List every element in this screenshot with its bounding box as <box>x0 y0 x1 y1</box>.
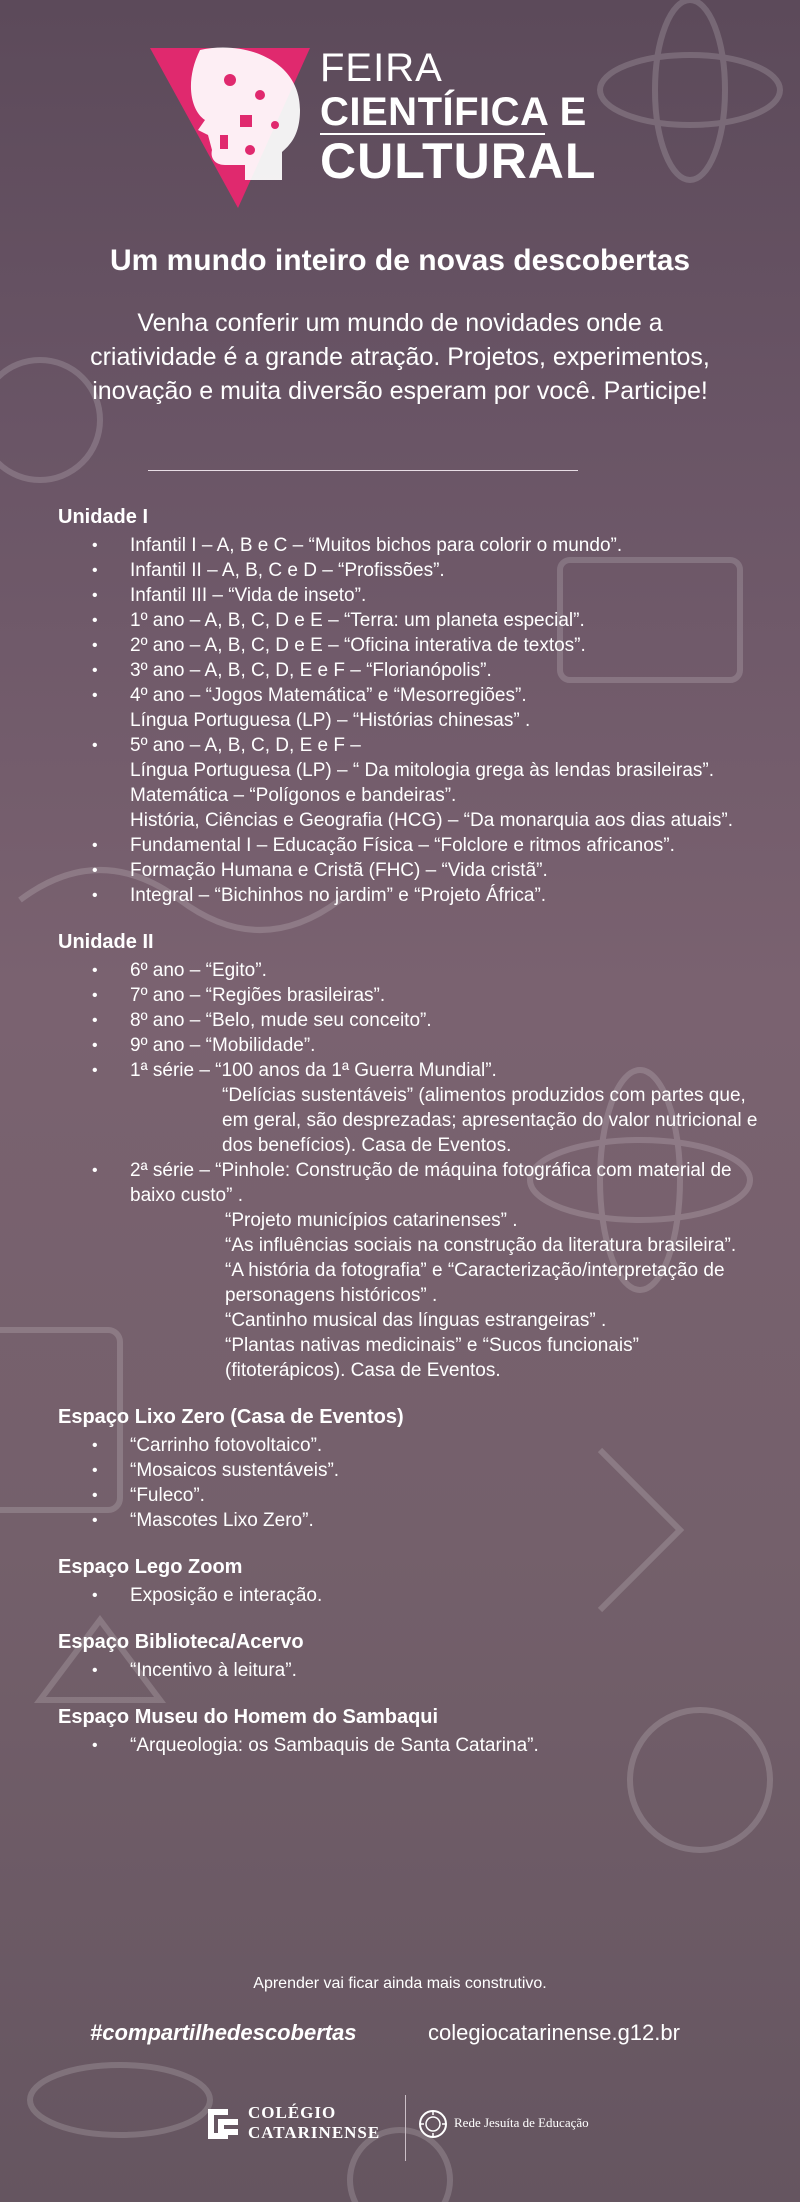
list-item <box>58 1158 758 1383</box>
list-item: • 1º ano – A, B, C, D e E – “Terra: um planeta especial”. <box>58 608 758 633</box>
hashtag: #compartilhedescobertas <box>90 2020 357 2045</box>
section-title: Espaço Museu do Homem do Sambaqui <box>58 1706 439 1728</box>
list-line: Matemática – “Polígonos e bandeiras”. <box>130 785 457 806</box>
section-biblioteca <box>58 1630 758 1683</box>
list-line: “A história da fotografia” e “Caracterização/interpretação de personagens históricos” . <box>225 1260 725 1306</box>
jesuit-seal-icon <box>418 2109 448 2139</box>
logo-word-feira: FEIRA <box>320 46 443 90</box>
list-item: • 8º ano – “Belo, mude seu conceito”. <box>58 1008 758 1033</box>
program-list <box>58 505 758 1780</box>
list-item: • “Mosaicos sustentáveis”. <box>58 1458 758 1483</box>
section-unidade-1 <box>58 505 758 908</box>
list-item: • 9º ano – “Mobilidade”. <box>58 1033 758 1058</box>
list-line: “Plantas nativas medicinais” e “Sucos funcionais” (fitoterápicos). Casa de Eventos. <box>225 1335 639 1381</box>
section-title: Espaço Lego Zoom <box>58 1556 243 1578</box>
colegio-catarinense-logo-icon <box>206 2107 240 2141</box>
page-title: Um mundo inteiro de novas descobertas <box>109 244 691 277</box>
section-museu <box>58 1705 758 1758</box>
list-item: • Formação Humana e Cristã (FHC) – “Vida cristã”. <box>58 858 758 883</box>
section-title: Unidade I <box>58 506 149 528</box>
list-line: Língua Portuguesa (LP) – “Histórias chinesas” . <box>130 710 531 731</box>
list-item: • “Carrinho fotovoltaico”. <box>58 1433 758 1458</box>
list-line: “Cantinho musical das línguas estrangeiras” . <box>225 1310 607 1331</box>
list-line: História, Ciências e Geografia (HCG) – “Da monarquia aos dias atuais”. <box>130 810 733 831</box>
school-name-line2: CATARINENSE <box>248 2123 381 2142</box>
list-line: • 1ª série – “100 anos da 1ª Guerra Mundial”. <box>130 1060 497 1081</box>
section-title: Unidade II <box>58 931 154 953</box>
divider <box>148 470 578 471</box>
list-item <box>58 683 758 733</box>
list-item: • Exposição e interação. <box>58 1583 758 1608</box>
logo-word-cientifica: CIENTÍFICA E <box>320 90 587 134</box>
list-line: “Projeto municípios catarinenses” . <box>225 1210 518 1231</box>
list-line: • 4º ano – “Jogos Matemática” e “Mesorregiões”. <box>130 685 527 706</box>
list-line: “Delícias sustentáveis” (alimentos produzidos com partes que, em geral, são desprezadas; apresentação do valor nutricional e dos benefícios). Casa de Eventos. <box>222 1085 758 1156</box>
list-line: • 5º ano – A, B, C, D, E e F – <box>130 735 361 756</box>
list-item: • Integral – “Bichinhos no jardim” e “Projeto África”. <box>58 883 758 908</box>
list-item: • 6º ano – “Egito”. <box>58 958 758 983</box>
section-title: Espaço Biblioteca/Acervo <box>58 1631 304 1653</box>
list-item: • Infantil II – A, B, C e D – “Profissões”. <box>58 558 758 583</box>
list-item: • 2º ano – A, B, C, D e E – “Oficina interativa de textos”. <box>58 633 758 658</box>
list-item: • Fundamental I – Educação Física – “Folclore e ritmos africanos”. <box>58 833 758 858</box>
head-science-icon <box>150 40 320 220</box>
list-item <box>58 733 758 833</box>
tagline: Aprender vai ficar ainda mais construtivo. <box>253 1975 547 1992</box>
section-unidade-2 <box>58 930 758 1383</box>
list-item: • Infantil I – A, B e C – “Muitos bichos para colorir o mundo”. <box>58 533 758 558</box>
list-item: • “Fuleco”. <box>58 1483 758 1508</box>
website-link[interactable]: colegiocatarinense.g12.br <box>428 2020 680 2045</box>
list-item: • “Arqueologia: os Sambaquis de Santa Catarina”. <box>58 1733 758 1758</box>
list-item: • Infantil III – “Vida de inseto”. <box>58 583 758 608</box>
list-item: • 3º ano – A, B, C, D, E e F – “Florianópolis”. <box>58 658 758 683</box>
logo-word-cultural: CULTURAL <box>320 133 597 189</box>
section-title: Espaço Lixo Zero (Casa de Eventos) <box>58 1406 404 1428</box>
footer-logos <box>200 2095 650 2165</box>
school-name-line1: COLÉGIO <box>248 2103 337 2122</box>
list-item: • “Incentivo à leitura”. <box>58 1658 758 1683</box>
list-line: Língua Portuguesa (LP) – “ Da mitologia grega às lendas brasileiras”. <box>130 760 715 781</box>
intro-paragraph: Venha conferir um mundo de novidades onde a criatividade é a grande atração. Projetos, experimentos, inovação e muita diversão esperam por você. Participe! <box>90 309 710 405</box>
section-lego-zoom <box>58 1555 758 1608</box>
list-item: • 7º ano – “Regiões brasileiras”. <box>58 983 758 1008</box>
section-lixo-zero <box>58 1405 758 1533</box>
list-line: • 2ª série – “Pinhole: Construção de máquina fotográfica com material de baixo custo” . <box>130 1160 732 1206</box>
list-line: “As influências sociais na construção da literatura brasileira”. <box>225 1235 737 1256</box>
list-item <box>58 1058 758 1158</box>
list-item: • “Mascotes Lixo Zero”. <box>58 1508 758 1533</box>
network-name: Rede Jesuíta de Educação <box>454 2115 589 2130</box>
fair-logo <box>150 40 597 220</box>
footer-divider <box>405 2095 406 2161</box>
